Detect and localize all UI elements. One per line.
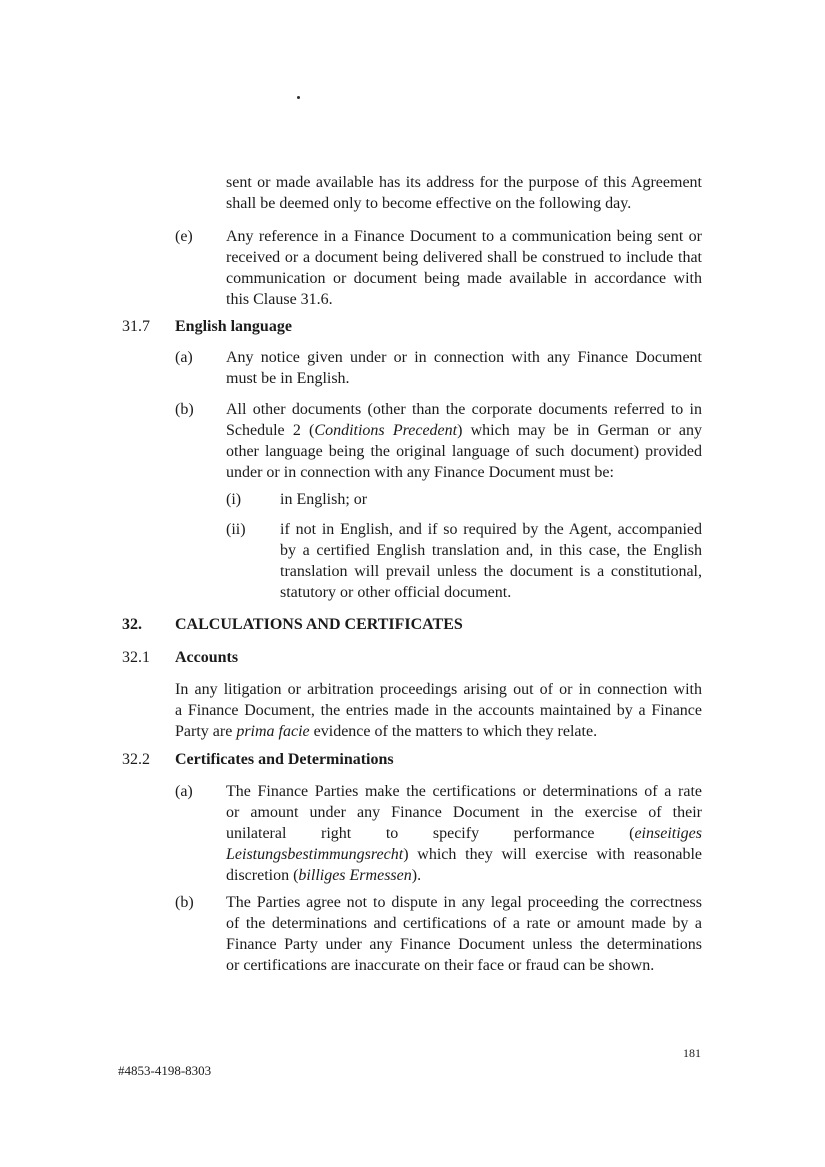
subparagraph-i: [226, 489, 702, 510]
subparagraph-ii: [226, 519, 702, 603]
paragraph-label: (a): [175, 349, 193, 366]
clause-number: 32.2: [122, 751, 150, 768]
clause-32-1-heading: [122, 647, 702, 668]
paragraph-body: Any reference in a Finance Document to a communication being sent or received or a document being delivered shall be construed to include that communication or document being made available in accordance with this Clause 31.6.: [226, 228, 702, 308]
stray-mark: [297, 96, 300, 99]
clause-31-7-heading: [122, 316, 702, 337]
clause-title: English language: [175, 318, 292, 335]
paragraph-label: (b): [175, 401, 194, 418]
paragraph-body: The Finance Parties make the certifications or determinations of a rate or amount under any Finance Document in the exercise of their unilateral right to specify performance (einseitiges Leistungsbestimmungsrecht) which they will exercise with reasonable discretion (billiges Ermessen).: [226, 783, 702, 884]
clause-number: 32.1: [122, 649, 150, 666]
clause-title: Accounts: [175, 649, 239, 666]
page-number: 181: [683, 1046, 701, 1060]
subparagraph-label: (ii): [226, 521, 246, 538]
document-reference: #4853-4198-8303: [118, 1063, 212, 1078]
paragraph-label: (e): [175, 228, 193, 245]
paragraph-body: Any notice given under or in connection with any Finance Document must be in English.: [226, 349, 702, 387]
paragraph-label: (b): [175, 894, 194, 911]
paragraph-body: In any litigation or arbitration proceedings arising out of or in connection with a Finance Document, the entries made in the accounts maintained by a Finance Party are prima facie evidence of the matters to which they relate.: [175, 681, 702, 740]
continuation-paragraph: [226, 172, 702, 214]
clause-32-heading: [122, 614, 702, 635]
clause-number: 32.: [122, 616, 142, 633]
paragraph-31-7-a: [175, 347, 702, 389]
paragraph-body: sent or made available has its address for the purpose of this Agreement shall be deemed only to become effective on the following day.: [226, 174, 702, 212]
subparagraph-body: if not in English, and if so required by the Agent, accompanied by a certified English translation and, in this case, the English translation will prevail unless the document is a constitutional, statutory or other official document.: [280, 521, 702, 601]
paragraph-32-2-b: [175, 892, 702, 976]
clause-title: CALCULATIONS AND CERTIFICATES: [175, 616, 463, 633]
accounts-paragraph: [175, 679, 702, 742]
clause-32-2-heading: [122, 749, 702, 770]
subparagraph-body: in English; or: [280, 491, 368, 508]
clause-number: 31.7: [122, 318, 150, 335]
clause-title: Certificates and Determinations: [175, 751, 394, 768]
paragraph-31-7-b: [175, 399, 702, 483]
paragraph-32-2-a: [175, 781, 702, 886]
paragraph-e: [175, 226, 702, 310]
paragraph-body: The Parties agree not to dispute in any legal proceeding the correctness of the determinations and certifications of a rate or amount made by a Finance Party under any Finance Document unless the determinations or certifications are inaccurate on their face or fraud can be shown.: [226, 894, 702, 974]
paragraph-label: (a): [175, 783, 193, 800]
paragraph-body: All other documents (other than the corporate documents referred to in Schedule 2 (Conditions Precedent) which may be in German or any other language being the original language of such document) provided under or in connection with any Finance Document must be:: [226, 401, 702, 481]
subparagraph-label: (i): [226, 491, 242, 508]
